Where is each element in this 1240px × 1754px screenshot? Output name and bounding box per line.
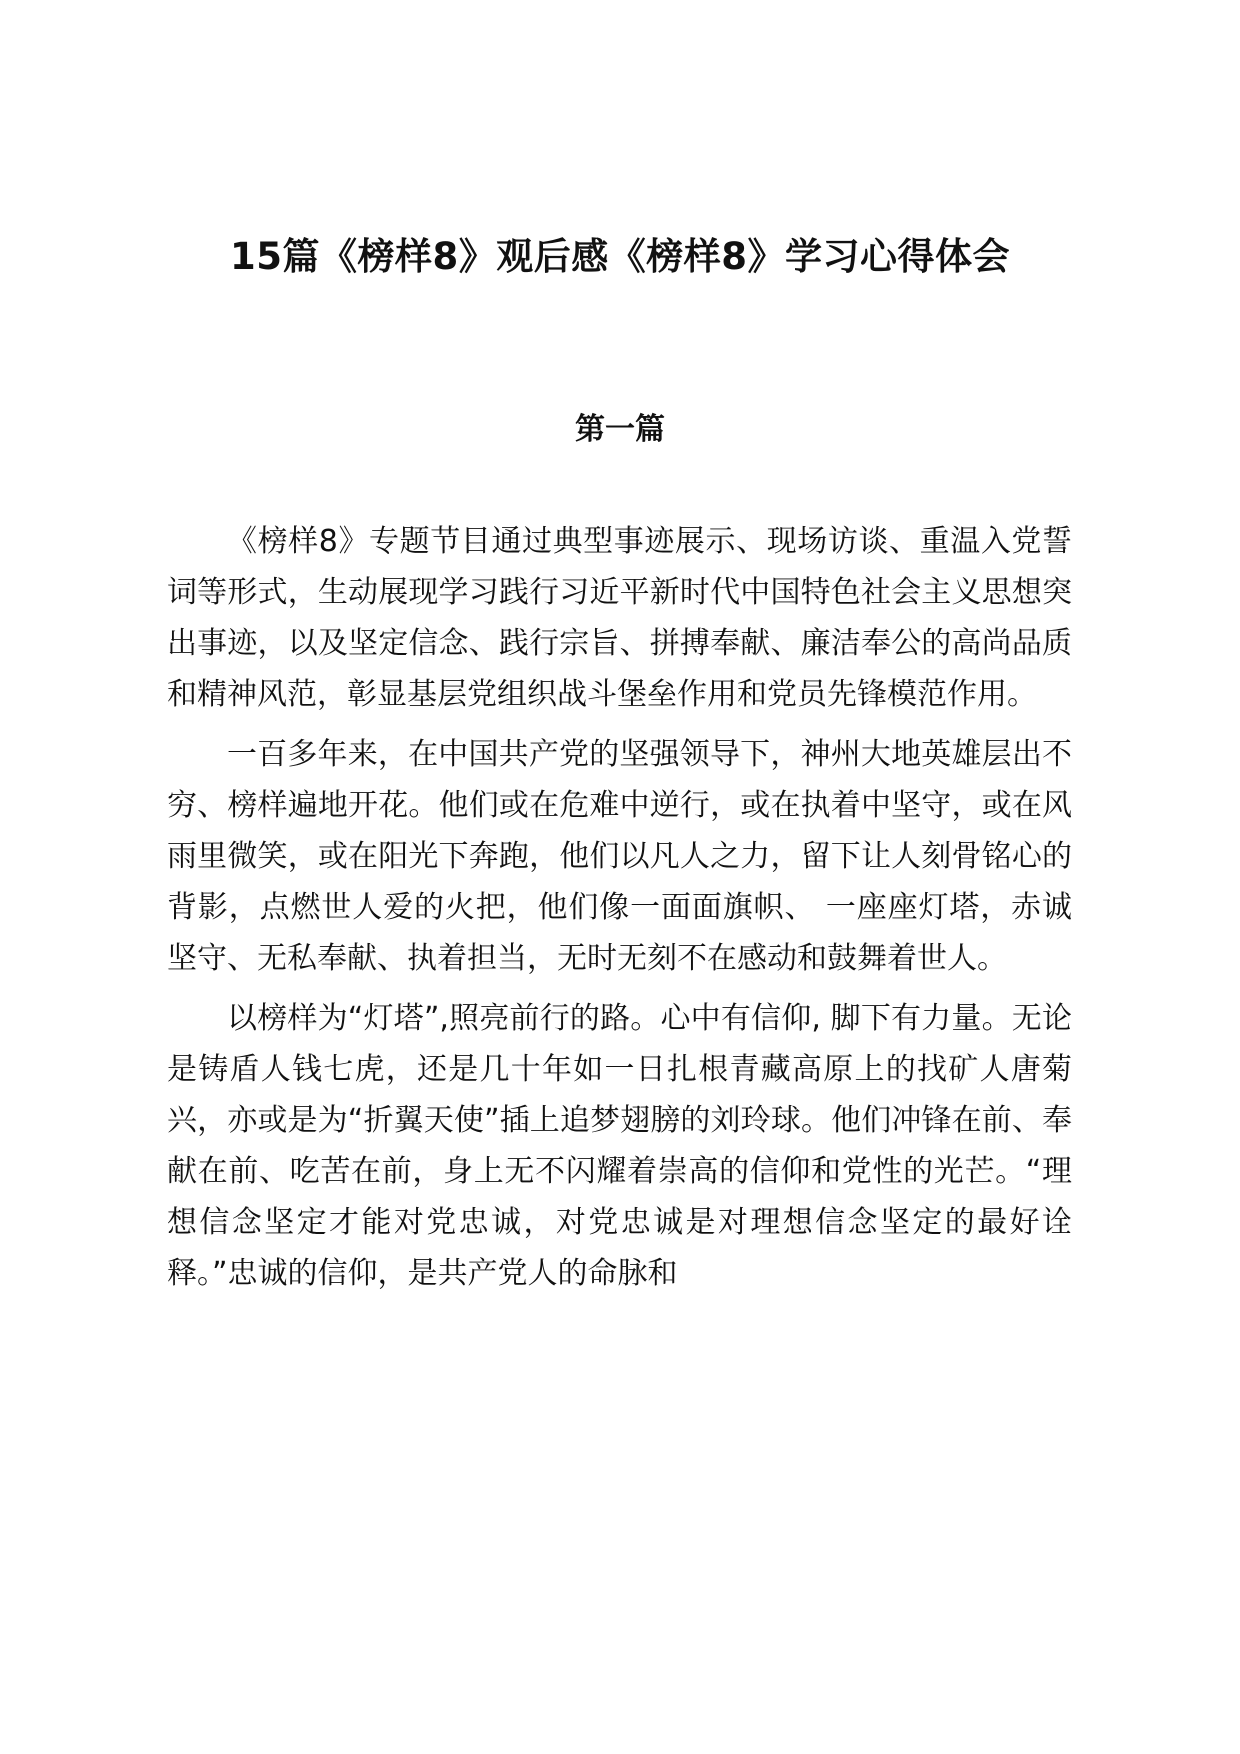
section-heading: 第一篇 — [575, 412, 665, 447]
body-paragraph-1: 《榜样8》专题节目通过典型事迹展示、现场访谈、重温入党誓词等形式，生动展现学习践行习近平新时代中国特色社会主义思想突出事迹，以及坚定信念、践行宗旨、拼搏奉献、廉洁奉公的高尚品质和精神风范，彰显基层党组织战斗堡垒作用和党员先锋模范作用。 — [167, 524, 1072, 712]
document-body — [167, 516, 1072, 1308]
body-paragraph-3: 以榜样为“灯塔”,照亮前行的路。心中有信仰, 脚下有力量。无论是铸盾人钱七虎，还是几十年如一日扎根青藏高原上的找矿人唐菊兴，亦或是为“折翼天使”插上追梦翅膀的刘玲球。他们冲锋在前、奉献在前、吃苦在前，身上无不闪耀着崇高的信仰和党性的光芒。“理想信念坚定才能对党忠诚，对党忠诚是对理想信念坚定的最好诠释。”忠诚的信仰，是共产党人的命脉和 — [167, 1001, 1072, 1291]
document-title: 15篇《榜样8》观后感《榜样8》学习心得体会 — [230, 235, 1010, 278]
body-paragraph-2: 一百多年来，在中国共产党的坚强领导下，神州大地英雄层出不穷、榜样遍地开花。他们或在危难中逆行，或在执着中坚守，或在风雨里微笑，或在阳光下奔跑，他们以凡人之力，留下让人刻骨铭心的背影，点燃世人爱的火把，他们像一面面旗帜、 一座座灯塔，赤诚坚守、无私奉献、执着担当，无时无刻不在感动和鼓舞着世人。 — [167, 737, 1072, 976]
